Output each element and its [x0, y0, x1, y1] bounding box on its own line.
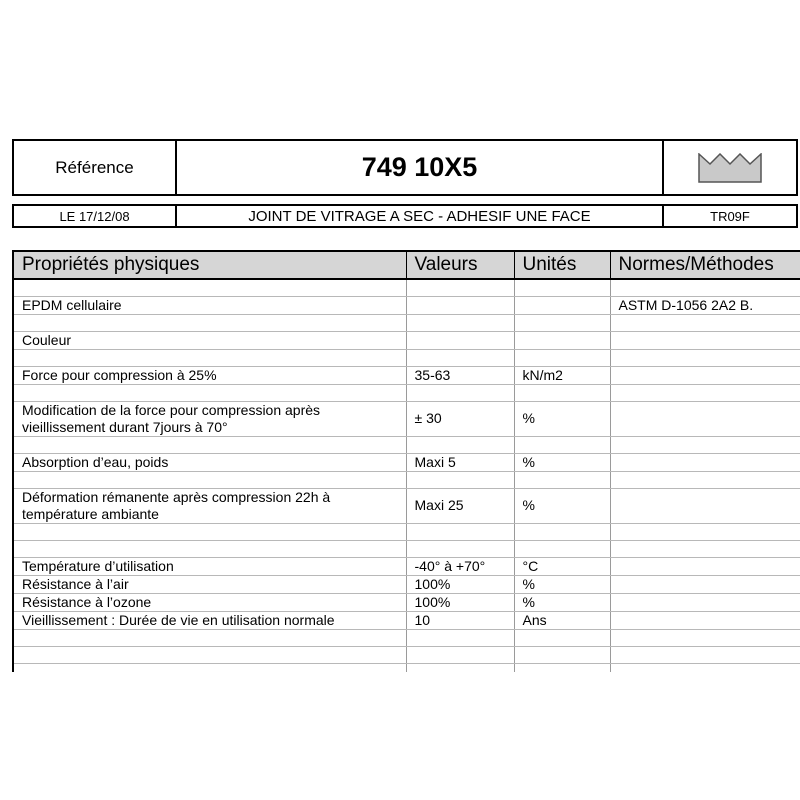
standard-cell [610, 401, 800, 436]
value-cell [406, 436, 514, 453]
unit-cell: % [514, 593, 610, 611]
table-row [13, 366, 800, 384]
reference-label: Référence [14, 141, 177, 194]
standard-cell [610, 314, 800, 331]
property-cell: Résistance à l’ozone [13, 593, 406, 611]
unit-cell [514, 629, 610, 646]
column-header-standard: Normes/Méthodes [610, 251, 800, 279]
property-cell [13, 540, 406, 557]
value-cell [406, 629, 514, 646]
value-cell: -40° à +70° [406, 557, 514, 575]
unit-cell: % [514, 401, 610, 436]
value-cell: 100% [406, 575, 514, 593]
table-row [13, 557, 800, 575]
table-row [13, 349, 800, 366]
property-cell: Modification de la force pour compression après vieillissement durant 7jours à 70° [13, 401, 406, 436]
table-row [13, 523, 800, 540]
table-row [13, 540, 800, 557]
unit-cell [514, 540, 610, 557]
value-cell [406, 540, 514, 557]
property-cell: Vieillissement : Durée de vie en utilisation normale [13, 611, 406, 629]
unit-cell [514, 523, 610, 540]
value-cell [406, 384, 514, 401]
value-cell: Maxi 25 [406, 488, 514, 523]
property-cell [13, 349, 406, 366]
table-row [13, 629, 800, 646]
property-cell: Déformation rémanente après compression 22h à température ambiante [13, 488, 406, 523]
standard-cell [610, 366, 800, 384]
crown-icon [698, 153, 762, 183]
reference-value: 749 10X5 [177, 141, 664, 194]
unit-cell: kN/m2 [514, 366, 610, 384]
value-cell [406, 331, 514, 349]
property-cell: Couleur [13, 331, 406, 349]
standard-cell [610, 593, 800, 611]
table-row [13, 663, 800, 672]
table-row [13, 593, 800, 611]
property-cell [13, 436, 406, 453]
property-cell [13, 471, 406, 488]
standard-cell [610, 611, 800, 629]
value-cell [406, 349, 514, 366]
property-cell [13, 629, 406, 646]
standard-cell [610, 523, 800, 540]
standard-cell [610, 436, 800, 453]
table-row [13, 471, 800, 488]
table-row [13, 453, 800, 471]
info-header [12, 204, 798, 228]
unit-cell [514, 471, 610, 488]
unit-cell [514, 331, 610, 349]
standard-cell [610, 575, 800, 593]
unit-cell [514, 646, 610, 663]
standard-cell: ASTM D-1056 2A2 B. [610, 296, 800, 314]
unit-cell [514, 384, 610, 401]
value-cell: Maxi 5 [406, 453, 514, 471]
logo-cell [664, 141, 796, 194]
property-cell: Force pour compression à 25% [13, 366, 406, 384]
value-cell [406, 646, 514, 663]
value-cell: 10 [406, 611, 514, 629]
value-cell [406, 523, 514, 540]
standard-cell [610, 646, 800, 663]
standard-cell [610, 453, 800, 471]
property-cell: Absorption d’eau, poids [13, 453, 406, 471]
unit-cell [514, 663, 610, 672]
unit-cell: % [514, 575, 610, 593]
unit-cell [514, 349, 610, 366]
table-row [13, 401, 800, 436]
property-cell: EPDM cellulaire [13, 296, 406, 314]
unit-cell: % [514, 488, 610, 523]
standard-cell [610, 540, 800, 557]
table-row [13, 611, 800, 629]
value-cell [406, 296, 514, 314]
standard-cell [610, 331, 800, 349]
property-cell [13, 279, 406, 296]
unit-cell: °C [514, 557, 610, 575]
standard-cell [610, 349, 800, 366]
table-row [13, 296, 800, 314]
table-row [13, 488, 800, 523]
table-row [13, 279, 800, 296]
property-cell: Température d’utilisation [13, 557, 406, 575]
unit-cell [514, 314, 610, 331]
value-cell: 100% [406, 593, 514, 611]
property-cell [13, 384, 406, 401]
property-cell [13, 646, 406, 663]
standard-cell [610, 471, 800, 488]
product-title: JOINT DE VITRAGE A SEC - ADHESIF UNE FACE [177, 206, 664, 226]
table-row [13, 436, 800, 453]
standard-cell [610, 488, 800, 523]
column-header-value: Valeurs [406, 251, 514, 279]
standard-cell [610, 557, 800, 575]
standard-cell [610, 384, 800, 401]
standard-cell [610, 629, 800, 646]
property-cell [13, 663, 406, 672]
table-row [13, 331, 800, 349]
unit-cell [514, 296, 610, 314]
column-header-property: Propriétés physiques [13, 251, 406, 279]
property-cell [13, 314, 406, 331]
property-cell: Résistance à l’air [13, 575, 406, 593]
properties-table [12, 250, 800, 672]
reference-header [12, 139, 798, 196]
document-date: LE 17/12/08 [14, 206, 177, 226]
table-row [13, 314, 800, 331]
unit-cell [514, 279, 610, 296]
table-row [13, 646, 800, 663]
value-cell [406, 279, 514, 296]
unit-cell: Ans [514, 611, 610, 629]
value-cell [406, 314, 514, 331]
product-code: TR09F [710, 208, 750, 224]
column-header-unit: Unités [514, 251, 610, 279]
value-cell [406, 663, 514, 672]
table-header-row [13, 251, 800, 279]
standard-cell [610, 279, 800, 296]
table-row [13, 575, 800, 593]
property-cell [13, 523, 406, 540]
table-row [13, 384, 800, 401]
value-cell: 35-63 [406, 366, 514, 384]
value-cell: ± 30 [406, 401, 514, 436]
standard-cell [610, 663, 800, 672]
unit-cell: % [514, 453, 610, 471]
value-cell [406, 471, 514, 488]
unit-cell [514, 436, 610, 453]
